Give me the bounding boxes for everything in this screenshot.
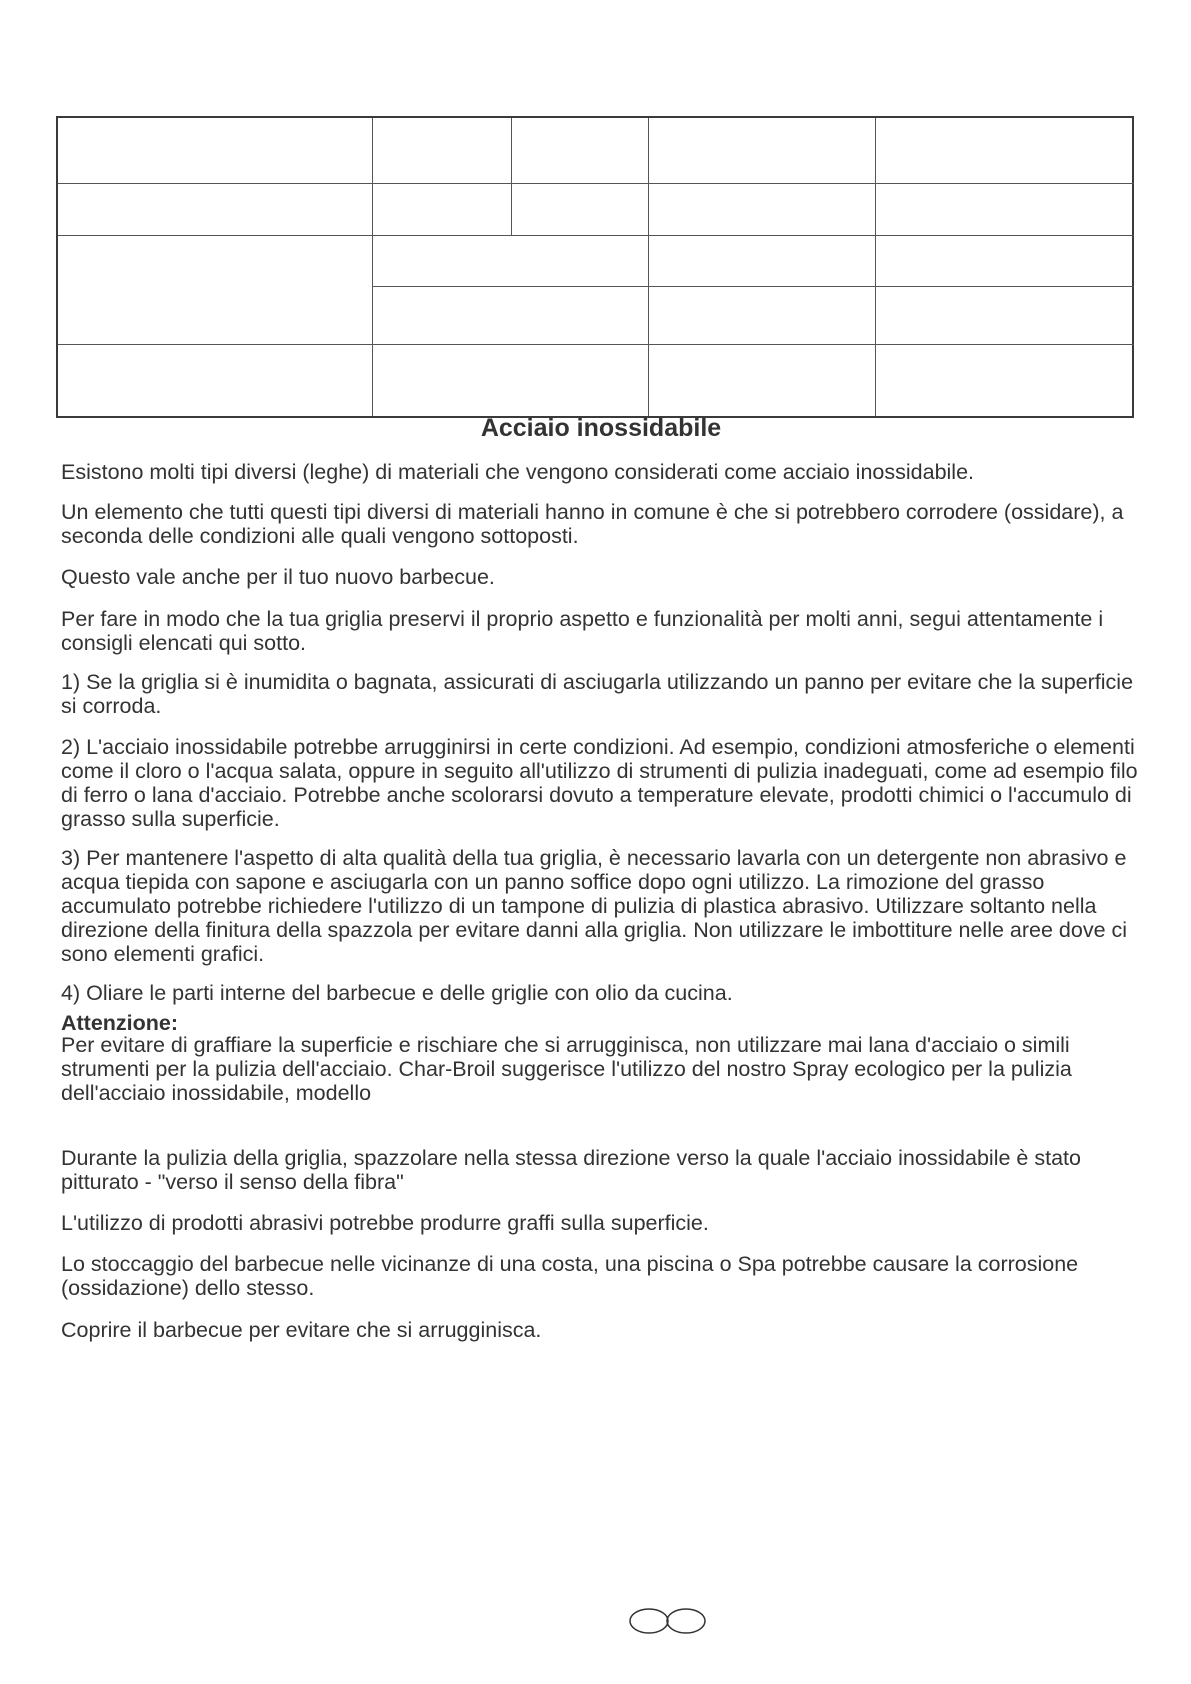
paragraph: Esistono molti tipi diversi (leghe) di materiali che vengono considerati come acciaio inossidabile. (61, 460, 975, 484)
paragraph: 1) Se la griglia si è inumidita o bagnata, assicurati di asciugarla utilizzando un panno per evitare che la superficie si corroda. (61, 670, 1134, 718)
paragraph: Durante la pulizia della griglia, spazzolare nella stessa direzione verso la quale l'acciaio inossidabile è stato pitturato - "verso il senso della fibra" (61, 1146, 1081, 1194)
paragraph: Un elemento che tutti questi tipi diversi di materiali hanno in comune è che si potrebbero corrodere (ossidare), a seconda delle condizioni alle quali vengono sottoposti. (61, 500, 1124, 548)
paragraph: 4) Oliare le parti interne del barbecue e delle griglie con olio da cucina. (61, 981, 733, 1005)
section-heading: Acciaio inossidabile (480, 414, 722, 442)
paragraph: 2) L'acciaio inossidabile potrebbe arrugginirsi in certe condizioni. Ad esempio, condizioni atmosferiche o elementi come il cloro o l'acqua salata, oppure in seguito all'utilizzo di strumenti di pulizia inadeguati, come ad esempio filo di ferro o lana d'acciaio. Potrebbe anche scolorarsi dovuto a temperature elevate, prodotti chimici o l'accumulo di grasso sulla superficie. (61, 735, 1138, 831)
table-col-divider (875, 118, 876, 416)
table-col-divider (648, 118, 649, 416)
attention-text: Per evitare di graffiare la superficie e rischiare che si arrugginisca, non utilizzare mai lana d'acciaio o simili strumenti per la pulizia dell'acciaio. Char-Broil suggerisce l'utilizzo del nostro Spray ecologico per la pulizia dell'acciaio inossidabile, modello (61, 1033, 1072, 1105)
table-row-divider (58, 183, 1134, 184)
paragraph: Per fare in modo che la tua griglia preservi il proprio aspetto e funzionalità per molti anni, segui attentamente i consigli elencati qui sotto. (61, 607, 1104, 655)
table-col-divider (511, 118, 512, 235)
table-row-divider (58, 344, 1134, 345)
attention-title: Attenzione: (61, 1011, 179, 1035)
paragraph: Coprire il barbecue per evitare che si arrugginisca. (61, 1318, 542, 1342)
country-badge-icon (628, 1607, 710, 1635)
table-row-divider (58, 235, 1134, 236)
paragraph: 3) Per mantenere l'aspetto di alta qualità della tua griglia, è necessario lavarla con un detergente non abrasivo e acqua tiepida con sapone e asciugarla con un panno soffice dopo ogni utilizzo. La rimozione del grasso accumulato potrebbe richiedere l'utilizzo di un tampone di pulizia di plastica abrasivo. Utilizzare soltanto nella direzione della finitura della spazzola per evitare danni alla griglia. Non utilizzare le imbottiture nelle aree dove ci sono elementi grafici. (61, 846, 1128, 966)
paragraph: Questo vale anche per il tuo nuovo barbecue. (61, 565, 495, 589)
paragraph: Lo stoccaggio del barbecue nelle vicinanze di una costa, una piscina o Spa potrebbe causare la corrosione (ossidazione) dello stesso. (61, 1252, 1079, 1300)
table-row-divider (372, 286, 1134, 287)
spec-table (56, 116, 1134, 418)
table-col-divider (372, 118, 373, 416)
paragraph: L'utilizzo di prodotti abrasivi potrebbe produrre graffi sulla superficie. (61, 1211, 709, 1235)
